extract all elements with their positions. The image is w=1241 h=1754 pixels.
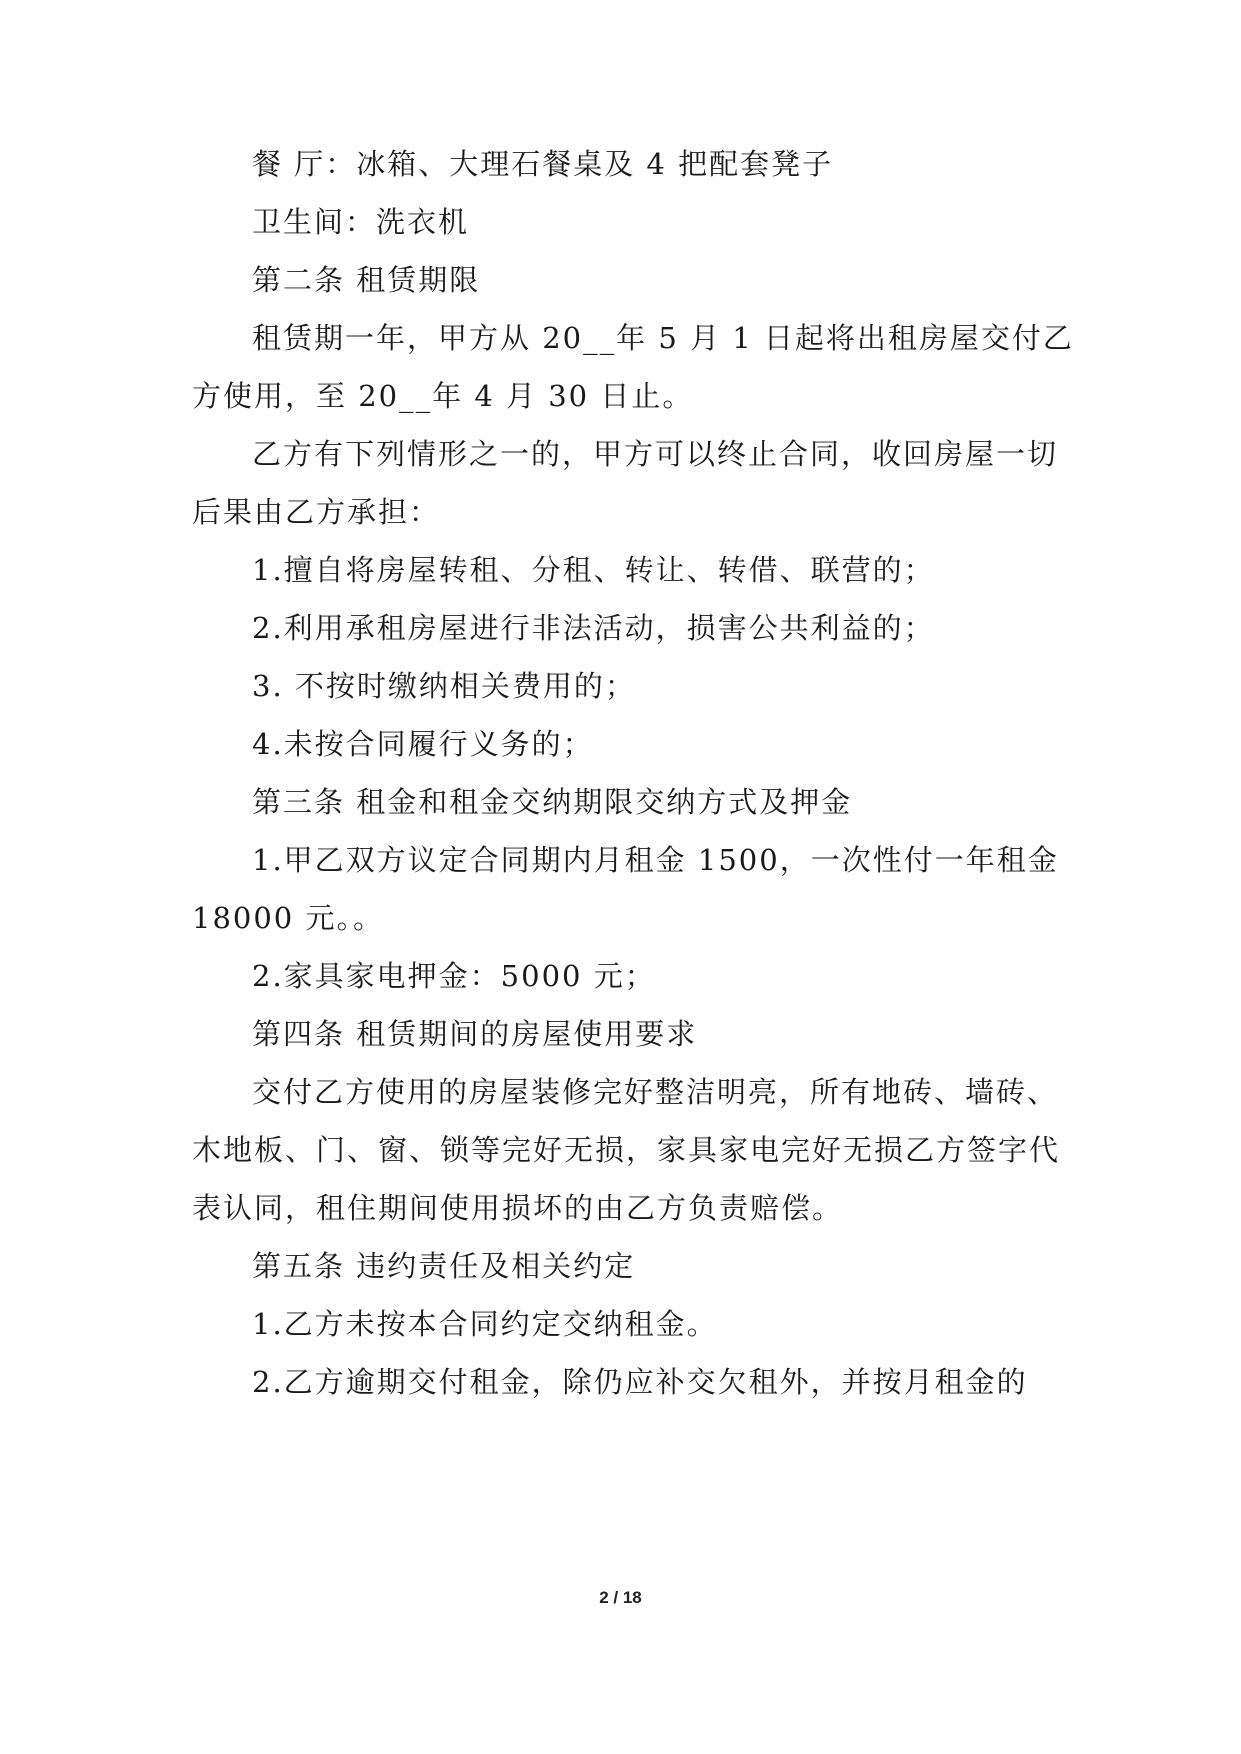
text-line: 后果由乙方承担： — [192, 495, 441, 529]
text-line: 乙方有下列情形之一的，甲方可以终止合同，收回房屋一切 — [252, 437, 1059, 471]
list-item: 1.擅自将房屋转租、分租、转让、转借、联营的； — [252, 553, 935, 587]
text-line: 木地板、门、窗、锁等完好无损，家具家电完好无损乙方签字代 — [192, 1133, 1061, 1167]
list-item: 2.乙方逾期交付租金，除仍应补交欠租外，并按月租金的 — [252, 1365, 1028, 1399]
list-item: 2.利用承租房屋进行非法活动，损害公共利益的； — [252, 611, 935, 645]
text-line: 交付乙方使用的房屋装修完好整洁明亮，所有地砖、墙砖、 — [252, 1075, 1059, 1109]
section-heading: 第五条 违约责任及相关约定 — [252, 1249, 636, 1283]
list-item: 1.甲乙双方议定合同期内月租金 1500，一次性付一年租金 — [252, 843, 1059, 877]
page-number: 2 / 18 — [599, 1588, 642, 1607]
list-item: 3. 不按时缴纳相关费用的； — [252, 669, 636, 703]
section-heading: 第二条 租赁期限 — [252, 263, 481, 297]
list-item: 2.家具家电押金：5000 元； — [252, 959, 656, 993]
text-line: 餐 厅：冰箱、大理石餐桌及 4 把配套凳子 — [252, 147, 834, 181]
text-line: 表认同，租住期间使用损坏的由乙方负责赔偿。 — [192, 1191, 844, 1225]
text-line: 18000 元。。 — [192, 901, 384, 935]
section-heading: 第三条 租金和租金交纳期限交纳方式及押金 — [252, 785, 853, 819]
text-line: 卫生间：洗衣机 — [252, 205, 470, 239]
list-item: 4.未按合同履行义务的； — [252, 727, 594, 761]
list-item: 1.乙方未按本合同约定交纳租金。 — [252, 1307, 718, 1341]
text-line: 租赁期一年，甲方从 20__年 5 月 1 日起将出租房屋交付乙 — [252, 321, 1074, 355]
section-heading: 第四条 租赁期间的房屋使用要求 — [252, 1017, 698, 1051]
text-line: 方使用，至 20__年 4 月 30 日止。 — [192, 379, 694, 413]
